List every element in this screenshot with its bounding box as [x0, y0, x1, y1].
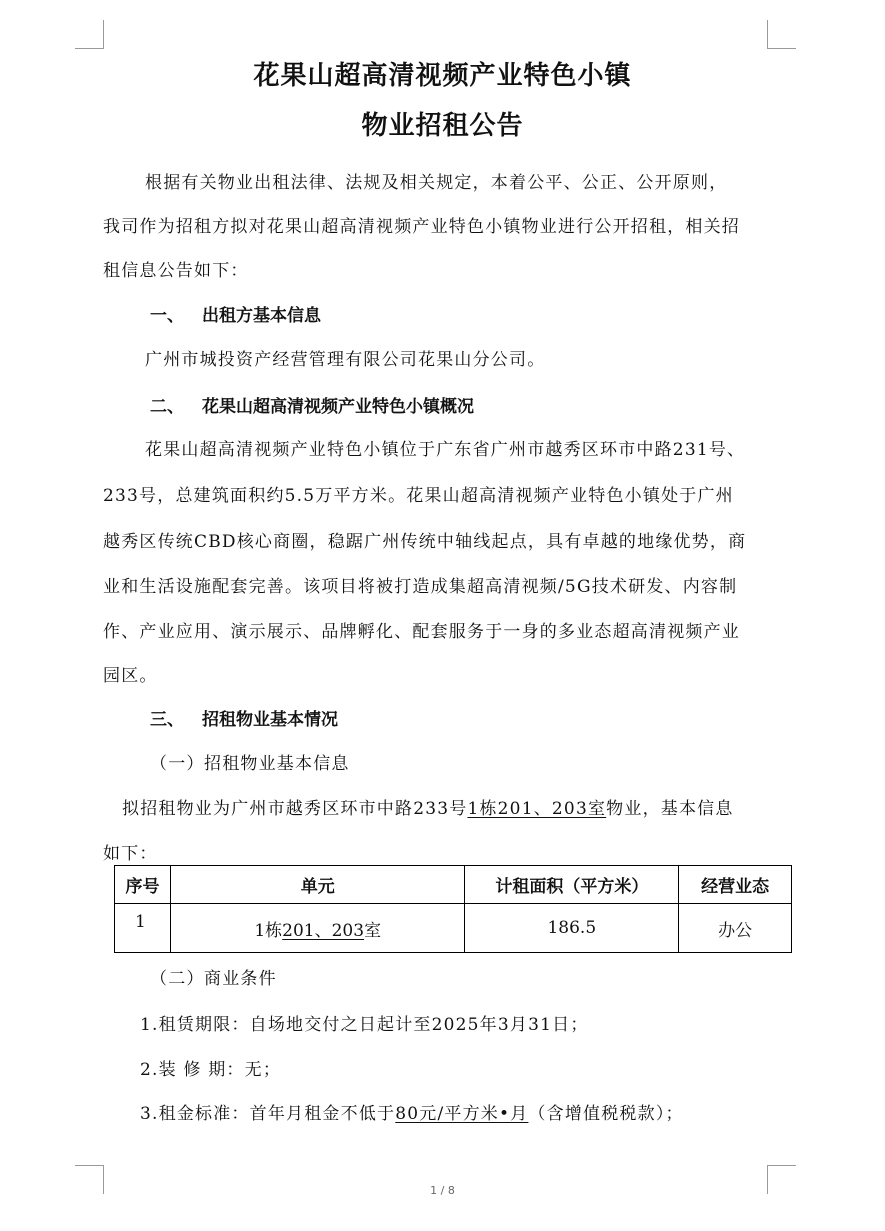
subsection-number: （一）: [150, 754, 205, 774]
section-heading-3: [150, 705, 338, 730]
subsection-label: 商业条件: [204, 969, 277, 989]
property-description-text: 拟招租物业为广州市越秀区环市中路233号: [122, 799, 468, 819]
condition-renovation-period: 2.装 修 期：无；: [140, 1060, 282, 1080]
property-description-text-end: 物业，基本信息: [606, 799, 734, 819]
section2-line-3: 越秀区传统CBD核心商圈，稳踞广州传统中轴线起点，具有卓越的地缘优势，商: [103, 532, 747, 552]
section-heading-2: [150, 392, 474, 417]
property-unit-underlined: 1栋201、203室: [467, 799, 607, 819]
property-table: [114, 865, 792, 953]
page-number: 1 / 8: [430, 1184, 455, 1197]
section-number: 二、: [150, 397, 184, 417]
subsection-heading-1: [150, 749, 350, 774]
unit-cell: [170, 904, 465, 953]
section-heading-1: [150, 301, 321, 326]
unit-suffix: 室: [364, 920, 382, 941]
column-header: 计租面积（平方米）: [465, 866, 679, 904]
rent-amount-underlined: 80元/平方米•月: [395, 1104, 529, 1124]
section-label: 招租物业基本情况: [202, 710, 338, 730]
section-number: 一、: [150, 306, 184, 326]
document-title-line2: 物业招租公告: [361, 111, 524, 141]
section2-line-1: 花果山超高清视频产业特色小镇位于广东省广州市越秀区环市中路231号、: [145, 440, 746, 460]
condition-lease-term: 1.租赁期限：自场地交付之日起计至2025年3月31日；: [140, 1015, 589, 1035]
property-description-line-2: 如下：: [103, 844, 158, 864]
crop-mark-top-left: [75, 20, 104, 49]
document-title-line1: 花果山超高清视频产业特色小镇: [253, 61, 632, 91]
unit-rooms-underlined: 201、203: [282, 920, 365, 941]
crop-mark-top-right: [767, 20, 796, 49]
subsection-heading-2: [150, 964, 277, 989]
section-label: 出租方基本信息: [202, 306, 321, 326]
rent-standard-note: （含增值税税款）；: [528, 1104, 684, 1124]
table-header-row: [115, 866, 792, 904]
unit-building: 1栋: [254, 920, 283, 941]
column-header: 单元: [170, 866, 465, 904]
intro-line-2: 我司作为招租方拟对花果山超高清视频产业特色小镇物业进行公开招租，相关招: [103, 217, 740, 237]
column-header: 序号: [115, 866, 171, 904]
section-label: 花果山超高清视频产业特色小镇概况: [202, 397, 474, 417]
subsection-number: （二）: [150, 969, 205, 989]
row-index: 1: [115, 904, 171, 953]
rent-standard-text: 3.租金标准：首年月租金不低于: [140, 1104, 396, 1124]
table-row: [115, 904, 792, 953]
section2-line-5: 作、产业应用、演示展示、品牌孵化、配套服务于一身的多业态超高清视频产业: [103, 622, 740, 642]
condition-rent-standard: [140, 1099, 684, 1124]
section2-line-4: 业和生活设施配套完善。该项目将被打造成集超高清视频/5G技术研发、内容制: [103, 577, 738, 597]
section-number: 三、: [150, 710, 184, 730]
property-description: [122, 794, 734, 819]
intro-line-3: 租信息公告如下：: [103, 261, 249, 281]
section2-line-6: 园区。: [103, 666, 158, 686]
usage-cell: 办公: [679, 904, 792, 953]
section2-line-2: 233号，总建筑面积约5.5万平方米。花果山超高清视频产业特色小镇处于广州: [103, 486, 734, 506]
section1-body: 广州市城投资产经营管理有限公司花果山分公司。: [145, 350, 546, 370]
subsection-label: 招租物业基本信息: [204, 754, 350, 774]
intro-line-1: 根据有关物业出租法律、法规及相关规定，本着公平、公正、公开原则，: [145, 173, 728, 193]
area-cell: 186.5: [465, 904, 679, 953]
column-header: 经营业态: [679, 866, 792, 904]
